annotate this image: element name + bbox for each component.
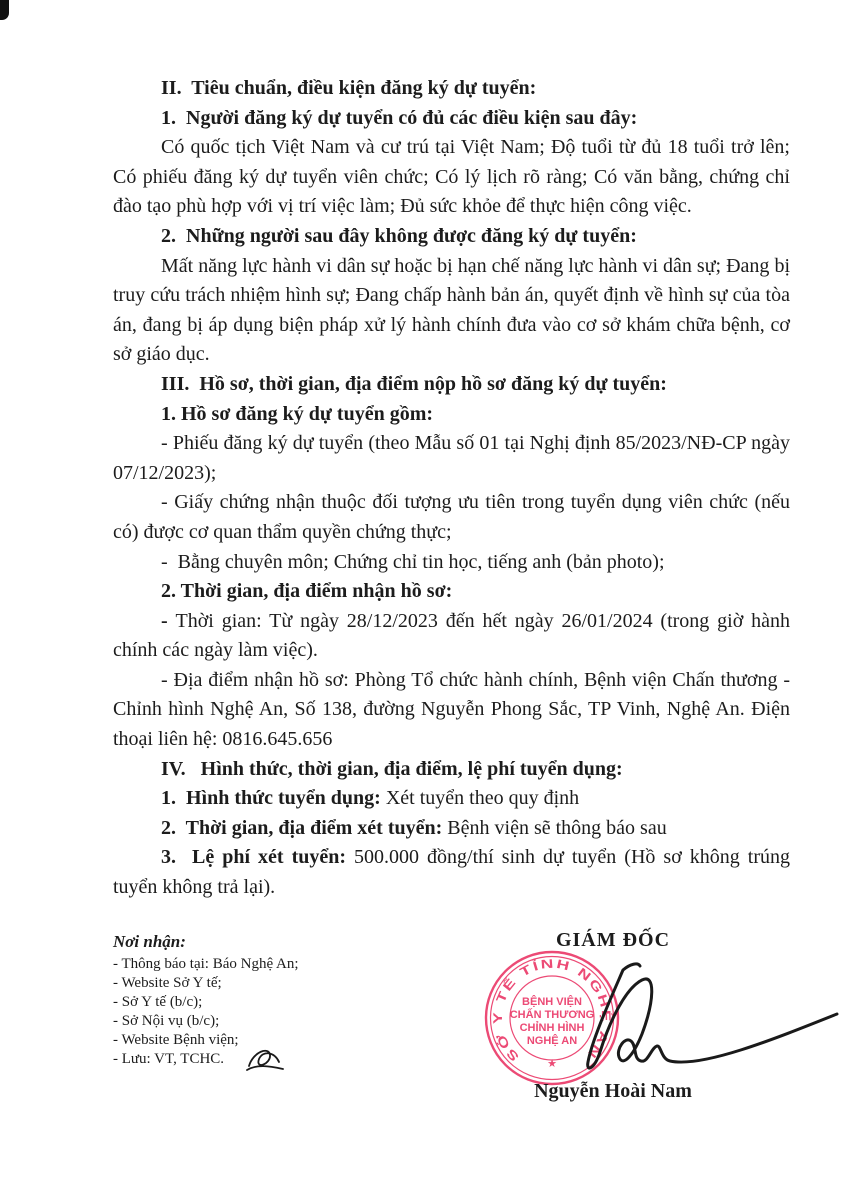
stamp-center-text: CHẤN THƯƠNG bbox=[509, 1009, 595, 1021]
recipient-item: - Thông báo tại: Báo Nghệ An; bbox=[113, 956, 299, 972]
paraph-mark bbox=[243, 1042, 288, 1076]
paragraph bbox=[113, 400, 790, 430]
document-body bbox=[113, 74, 790, 903]
text-run: III. Hồ sơ, thời gian, địa điểm nộp hồ sơ đăng ký dự tuyển: bbox=[161, 372, 667, 395]
paragraph bbox=[113, 577, 790, 607]
director-title: GIÁM ĐỐC bbox=[555, 929, 671, 951]
recipient-item: - Website Bệnh viện; bbox=[113, 1032, 239, 1048]
paragraph bbox=[113, 666, 790, 755]
stamp-center-text: NGHỆ AN bbox=[526, 1035, 578, 1047]
paragraph bbox=[113, 74, 790, 104]
text-run: 2. Những người sau đây không được đăng ký dự tuyển: bbox=[161, 224, 637, 247]
recipient-item: - Sở Nội vụ (b/c); bbox=[113, 1013, 220, 1029]
text-run: 500.000 đồng/thí sinh dự tuyển (Hồ sơ không trúng tuyển không trả lại). bbox=[113, 846, 790, 899]
text-run: Có quốc tịch Việt Nam và cư trú tại Việt Nam; Độ tuổi từ đủ 18 tuổi trở lên; Có phiếu đăng ký dự tuyển viên chức; Có lý lịch rõ ràng; Có văn bằng, chứng chỉ đào tạo phù hợp với vị trí việc làm; Đủ sức khỏe để thực hiện công việc. bbox=[113, 136, 790, 218]
text-run: Xét tuyển theo quy định bbox=[385, 787, 580, 810]
text-run: - bbox=[161, 609, 176, 632]
paragraph bbox=[113, 607, 790, 666]
signer-name: Nguyễn Hoài Nam bbox=[534, 1080, 692, 1102]
paragraph bbox=[113, 252, 790, 370]
text-run: II. Tiêu chuẩn, điều kiện đăng ký dự tuyển: bbox=[161, 77, 537, 99]
text-run: - Bằng chuyên môn; Chứng chỉ tin học, tiếng anh (bản photo); bbox=[161, 550, 665, 573]
stamp-center-text: CHỈNH HÌNH bbox=[519, 1022, 585, 1034]
stamp-ring-text: SỞ Y TẾ TỈNH NGHỆ AN bbox=[490, 956, 614, 1065]
stamp-star-icon: ★ bbox=[547, 1058, 557, 1070]
stamp-center-text: BỆNH VIỆN bbox=[522, 996, 582, 1008]
paragraph bbox=[113, 222, 790, 252]
text-run: IV. Hình thức, thời gian, địa điểm, lệ phí tuyển dụng: bbox=[161, 757, 623, 780]
text-run: 1. Người đăng ký dự tuyển có đủ các điều kiện sau đây: bbox=[161, 106, 638, 129]
paragraph bbox=[113, 548, 790, 578]
paragraph bbox=[113, 370, 790, 400]
text-run: 2. Thời gian, địa điểm nhận hồ sơ: bbox=[161, 580, 453, 603]
recipients-heading: Nơi nhận: bbox=[113, 932, 186, 951]
official-stamp bbox=[477, 943, 627, 1093]
text-run: - Địa điểm nhận hồ sơ: Phòng Tổ chức hành chính, Bệnh viện Chấn thương - Chỉnh hình Nghệ An, Số 138, đường Nguyễn Phong Sắc, TP Vinh, Nghệ An. Điện thoại liên hệ: 0816.645.656 bbox=[113, 668, 790, 751]
paragraph bbox=[113, 429, 790, 488]
text-run: - Phiếu đăng ký dự tuyển (theo Mẫu số 01 tại Nghị định 85/2023/NĐ-CP ngày 07/12/2023); bbox=[113, 432, 790, 484]
scan-artifact-icon bbox=[0, 0, 9, 20]
paragraph bbox=[113, 104, 790, 134]
text-run: Mất năng lực hành vi dân sự hoặc bị hạn chế năng lực hành vi dân sự; Đang bị truy cứu trách nhiệm hình sự; Đang chấp hành bản án, quyết định về hình sự của tòa án, đang bị áp dụng biện pháp xử lý hành chính đưa vào cơ sở khám chữa bệnh, cơ sở giáo dục. bbox=[113, 254, 790, 366]
paragraph bbox=[113, 755, 790, 785]
paragraph bbox=[113, 814, 790, 844]
text-run: 1. Hồ sơ đăng ký dự tuyển gồm: bbox=[161, 402, 434, 425]
recipient-item: - Sở Y tế (b/c); bbox=[113, 994, 203, 1010]
text-run: 3. Lệ phí xét tuyển: bbox=[161, 846, 355, 869]
recipient-item: - Website Sở Y tế; bbox=[113, 975, 222, 991]
text-run: 2. Thời gian, địa điểm xét tuyển: bbox=[161, 816, 448, 839]
text-run: 1. Hình thức tuyển dụng: bbox=[161, 787, 386, 810]
paragraph bbox=[113, 784, 790, 814]
paragraph bbox=[113, 488, 790, 547]
text-run: - Giấy chứng nhận thuộc đối tượng ưu tiên trong tuyển dụng viên chức (nếu có) được cơ quan thẩm quyền chứng thực; bbox=[113, 491, 790, 543]
paragraph bbox=[113, 133, 790, 222]
text-run: Bệnh viện sẽ thông báo sau bbox=[447, 816, 667, 839]
recipient-item: - Lưu: VT, TCHC. bbox=[113, 1051, 225, 1067]
paragraph bbox=[113, 843, 790, 902]
text-run: Thời gian: Từ ngày 28/12/2023 đến hết ngày 26/01/2024 (trong giờ hành chính các ngày làm việc). bbox=[113, 609, 790, 662]
